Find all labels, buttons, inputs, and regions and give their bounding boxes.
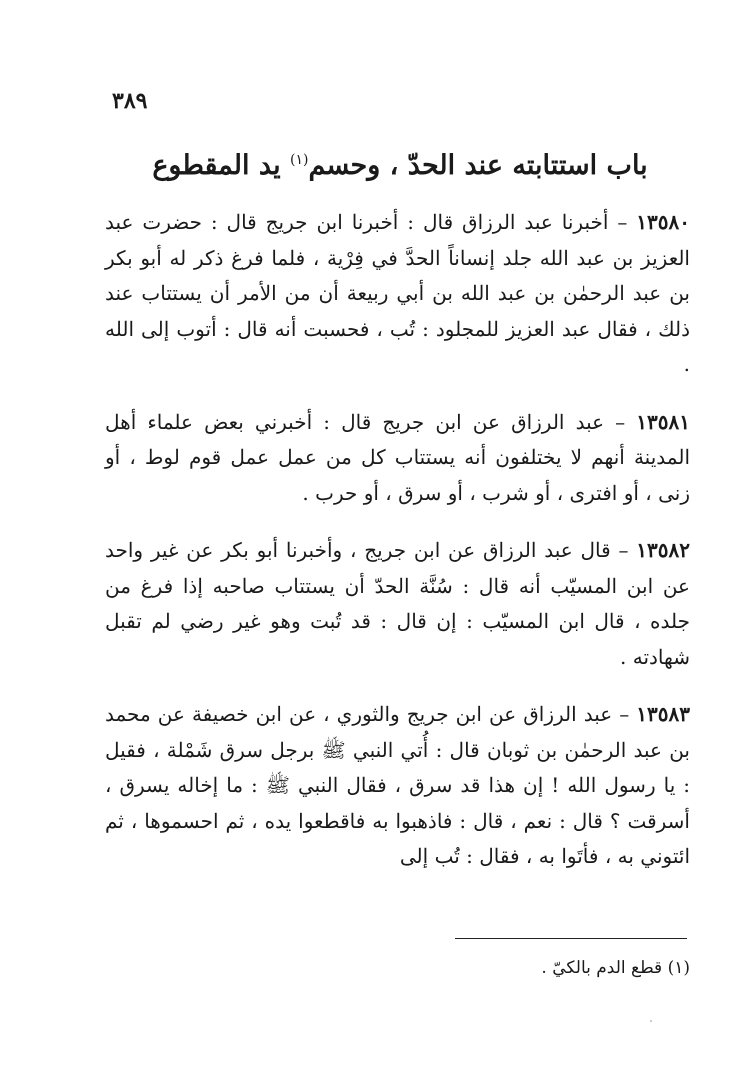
page-number: ٣٨٩ xyxy=(112,88,148,114)
footnote-reference[interactable]: (١) xyxy=(290,152,309,168)
chapter-title xyxy=(110,150,690,181)
hadith-text: – قال عبد الرزاق عن ابن جريج ، وأخبرنا أبو بكر عن غير واحد عن ابن المسيّب أنه قال : سُنَّة الحدّ أن يستتاب صاحبه إذا فرغ من جلده ، قال ابن المسيّب : إن قال : قد تُبت وهو غير رضي لم تقبل شهادته . xyxy=(105,538,690,669)
footnote-marker: (١) xyxy=(667,958,690,978)
footnote-text: قطع الدم بالكيّ . xyxy=(541,958,663,978)
hadith-number: ١٣٥٨٠ xyxy=(636,210,690,234)
hadith-number: ١٣٥٨١ xyxy=(636,409,690,434)
scan-speck xyxy=(650,1020,652,1022)
hadith-paragraph xyxy=(105,205,690,383)
hadith-paragraph xyxy=(105,697,690,875)
hadith-number: ١٣٥٨٢ xyxy=(636,538,691,562)
chapter-title-text-end: يد المقطوع xyxy=(152,150,291,181)
hadith-paragraph xyxy=(105,405,690,512)
hadith-number: ١٣٥٨٣ xyxy=(636,702,691,726)
footnote-divider xyxy=(455,938,687,939)
hadith-text: – أخبرنا عبد الرزاق قال : أخبرنا ابن جريج قال : حضرت عبد العزيز بن عبد الله جلد إنساناً الحدَّ في فِرْية ، فلما فرغ ذكر له أبو بكر بن عبد الرحمٰن بن عبد الله بن أبي ربيعة أن من الأمر أن يستتاب عند ذلك ، فقال عبد العزيز للمجلود : تُب ، فحسبت أنه قال : أتوب إلى الله . xyxy=(105,210,690,376)
footnote xyxy=(380,958,690,978)
chapter-title-text: باب استتابته عند الحدّ ، وحسم xyxy=(308,150,648,181)
hadith-text: – عبد الرزاق عن ابن جريج قال : أخبرني بعض علماء أهل المدينة أنهم لا يختلفون أنه يستتاب كل من عمل عمل قوم لوط ، أو زنى ، أو افترى ، أو شرب ، أو سرق ، أو حرب . xyxy=(105,409,690,505)
hadith-text: – عبد الرزاق عن ابن جريج والثوري ، عن ابن خصيفة عن محمد بن عبد الرحمٰن بن ثوبان قال : أُتي النبي ﷺ برجل سرق شَمْلة ، فقيل : يا رسول الله ! إن هذا قد سرق ، فقال النبي ﷺ : ما إخاله يسرق ، أسرقت ؟ قال : نعم ، قال : فاذهبوا به فاقطعوا يده ، ثم احسموها ، ثم ائتوني به ، فأتَوا به ، فقال : تُب إلى xyxy=(105,702,690,868)
body-text xyxy=(105,205,690,897)
hadith-paragraph xyxy=(105,533,690,675)
